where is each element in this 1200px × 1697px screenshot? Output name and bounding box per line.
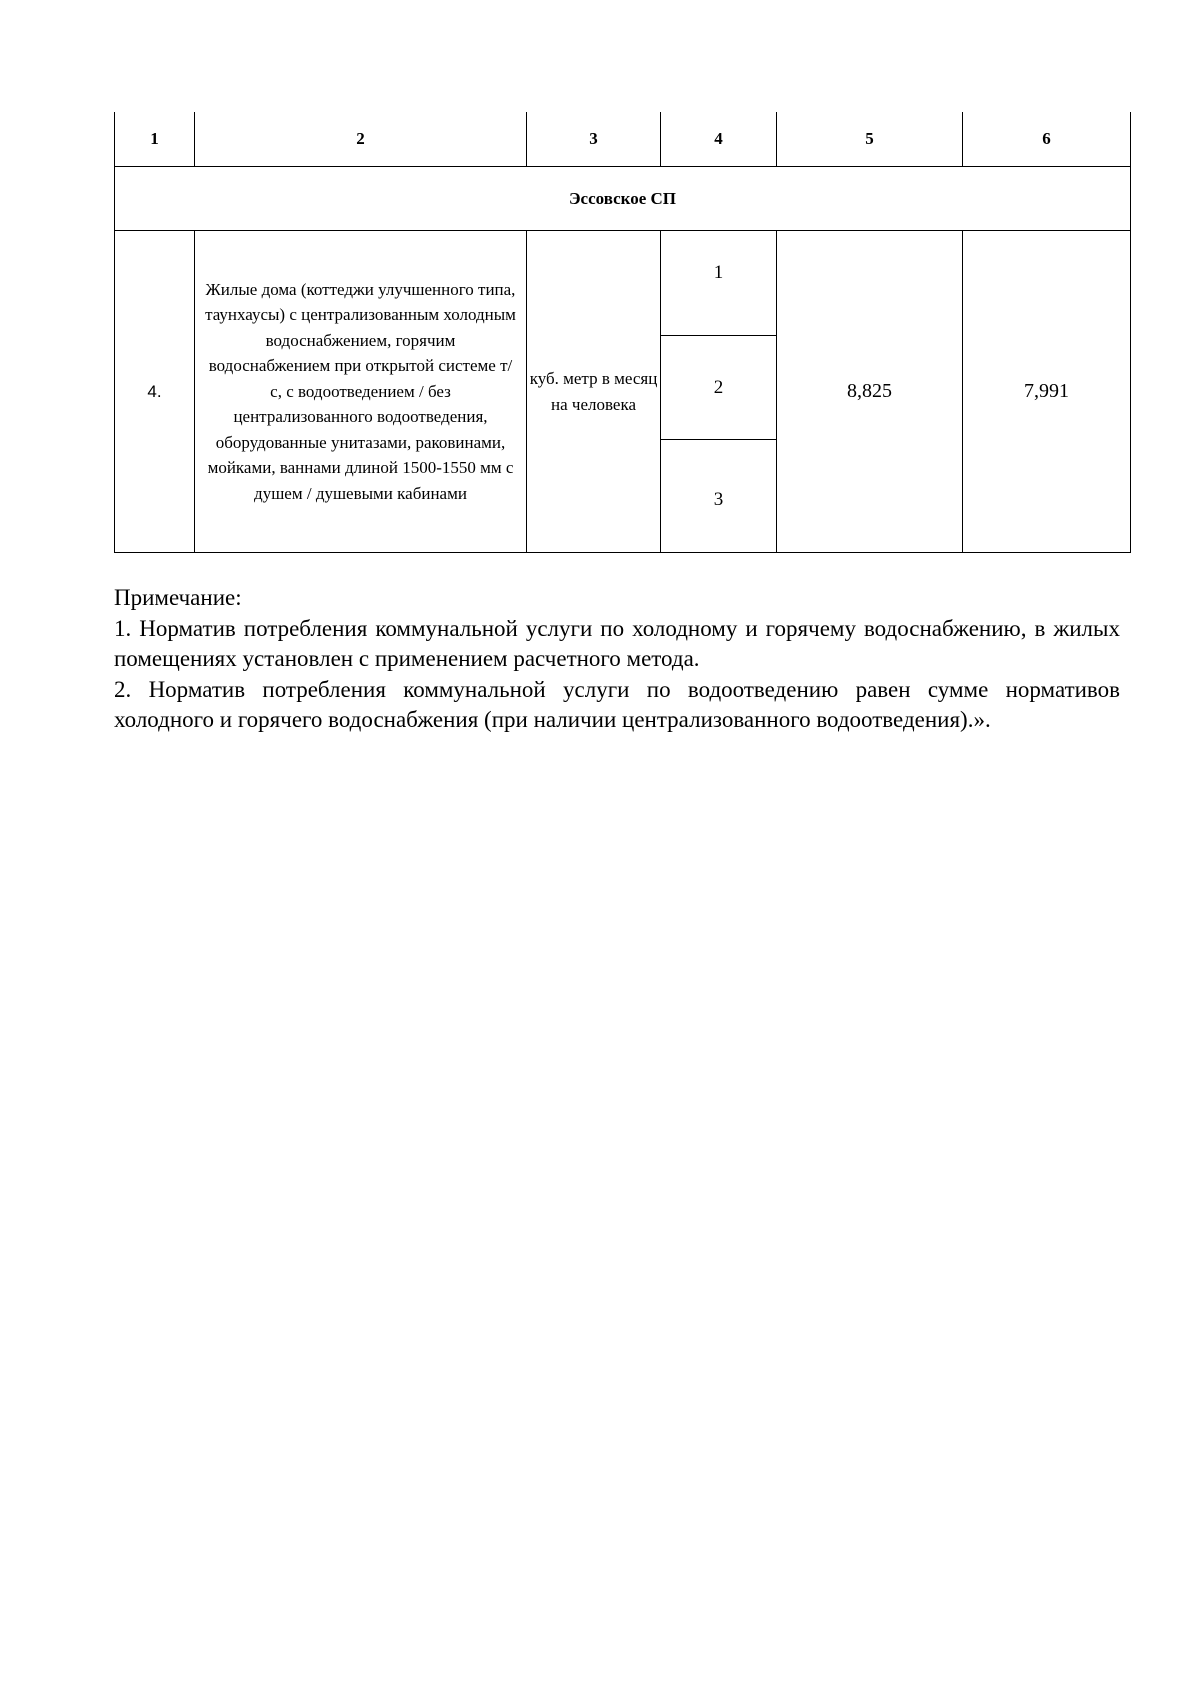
group-row xyxy=(115,167,1131,231)
sub-value-cell-3 xyxy=(661,440,777,553)
row-number: 4. xyxy=(115,231,195,553)
sub-value-2: 2 xyxy=(713,376,724,398)
sub-value-cell-2 xyxy=(661,336,777,440)
row-unit: куб. метр в месяц на человека xyxy=(527,231,661,553)
header-cell-6: 6 xyxy=(963,112,1131,167)
notes-section xyxy=(114,583,1120,736)
group-title: Эссовское СП xyxy=(115,167,1131,231)
header-cell-3: 3 xyxy=(527,112,661,167)
value-col-5: 8,825 xyxy=(777,231,963,553)
header-cell-1: 1 xyxy=(115,112,195,167)
note-item-1: 1. Норматив потребления коммунальной услуги по холодному и горячему водоснабжению, в жилых помещениях установлен с применением расчетного метода. xyxy=(114,615,1120,671)
table-header-row xyxy=(115,112,1131,167)
header-cell-2: 2 xyxy=(195,112,527,167)
header-cell-4: 4 xyxy=(661,112,777,167)
value-col-6: 7,991 xyxy=(963,231,1131,553)
sub-value-1: 1 xyxy=(713,262,724,283)
table-row xyxy=(115,231,1131,336)
sub-value-cell-1 xyxy=(661,231,777,336)
sub-value-3: 3 xyxy=(713,489,724,510)
note-item-2: 2. Норматив потребления коммунальной услуги по водоотведению равен сумме нормативов холодного и горячего водоснабжения (при наличии централизованного водоотведения).». xyxy=(114,676,1120,732)
consumption-norms-table xyxy=(114,112,1131,553)
header-cell-5: 5 xyxy=(777,112,963,167)
notes-title: Примечание: xyxy=(114,585,242,610)
row-description: Жилые дома (коттеджи улучшенного типа, таунхаусы) с централизованным холодным водоснабжением, горячим водоснабжением при открытой системе т/с, с водоотведением / без централизованного водоотведения, оборудованные унитазами, раковинами, мойками, ваннами длиной 1500-1550 мм с душем / душевыми кабинами xyxy=(195,231,527,553)
